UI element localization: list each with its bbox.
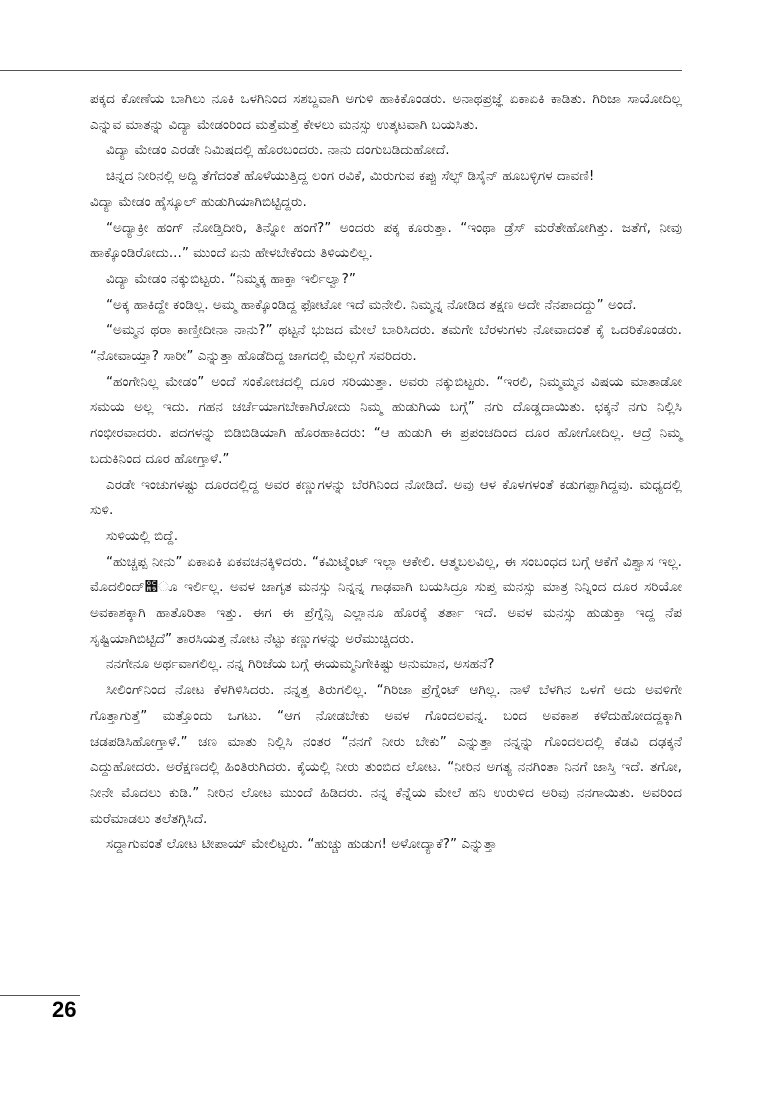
paragraph: ಚಿನ್ನದ ನೀರಿನಲ್ಲಿ ಅದ್ದಿ ತೆಗೆದಂತೆ ಹೊಳೆಯುತ್ತಿದ್ದ ಲಂಗ ರವಿಕೆ, ಮಿರುಗುವ ಕಪ್ಪು ಸೆಲ್ಫ್ ಡಿಸೈನ್ ಹೂಬಳ್ಳಿಗಳ ದಾವಣಿ! <box>106 168 595 185</box>
page-footer <box>0 995 80 1022</box>
paragraph: “ಹುಚ್ಚಪ್ಪ ನೀನು” ಏಕಾಏಕಿ ಏಕವಚನಕ್ಕಿಳಿದರು. “ಕಮಿಟ್ಮೆಂಟ್ ಇಲ್ಲಾ ಆಕೇಲಿ. ಆತ್ಮಬಲವಿಲ್ಲ, ಈ ಸಂಬಂಧದ ಬಗ್ಗೆ ಆಕೆಗೆ ವಿಶ್ವಾಸ ಇಲ್ಲ. ಮೊದಲಿಂದ್಩ೂ ಇರ್ಲಿಲ್ಲ. ಅವಳ ಜಾಗೃತ ಮನಸ್ಸು ನಿನ್ನನ್ನ ಗಾಢವಾಗಿ ಬಯಸಿದ್ರೂ ಸುಪ್ತ ಮನಸ್ಸು ಮಾತ್ರ ನಿನ್ನಿಂದ ದೂರ ಸರಿಯೋ ಅವಕಾಶಕ್ಕಾಗಿ ಹಾತೊರಿತಾ ಇತ್ತು. ಈಗ ಈ ಪ್ರೆಗ್ನೆನ್ಸಿ ಎಲ್ಲಾನೂ ಹೊರಕ್ಕೆ ತರ್ತಾ ಇದೆ. ಅವಳ ಮನಸ್ಸು ಹುಡುಕ್ತಾ ಇದ್ದ ನೆಪ ಸೃಷ್ಟಿಯಾಗಿಬಿಟ್ಟಿದೆ” ತಾರಸಿಯತ್ತ ನೋಟ ನೆಟ್ಟು ಕಣ್ಣುಗಳನ್ನು ಅರೆಮುಚ್ಚಿದರು. <box>90 553 683 647</box>
paragraph: ಸೀಲಿಂಗ್‌ನಿಂದ ನೋಟ ಕೆಳಗಿಳಿಸಿದರು. ನನ್ನತ್ತ ತಿರುಗಲಿಲ್ಲ. “ಗಿರಿಜಾ ಪ್ರೆಗ್ನೆಂಟ್ ಆಗಿಲ್ಲ. ನಾಳೆ ಬೆಳಗಿನ ಒಳಗೆ ಅದು ಅವಳಿಗೇ ಗೊತ್ತಾಗುತ್ತೆ” ಮತ್ತೊಂದು ಒಗಟು. “ಆಗ ನೋಡಬೇಕು ಅವಳ ಗೊಂದಲವನ್ನ. ಬಂದ ಅವಕಾಶ ಕಳೆದುಹೋದದ್ದಕ್ಕಾಗಿ ಚಡಪಡಿಸಿಹೋಗ್ತಾಳೆ.” ಚಣ ಮಾತು ನಿಲ್ಲಿಸಿ ನಂತರ “ನನಗೆ ನೀರು ಬೇಕು” ಎನ್ನುತ್ತಾ ನನ್ನನ್ನು ಗೊಂದಲದಲ್ಲಿ ಕೆಡವಿ ದಢಕ್ಕನೆ ಎದ್ದುಹೋದರು. ಅರೆಕ್ಷಣದಲ್ಲಿ ಹಿಂತಿರುಗಿದರು. ಕೈಯಲ್ಲಿ ನೀರು ತುಂಬಿದ ಲೋಟ. “ನೀರಿನ ಅಗತ್ಯ ನನಗಿಂತಾ ನಿನಗೆ ಜಾಸ್ತಿ ಇದೆ. ತಗೋ, ನೀನೇ ಮೊದಲು ಕುಡಿ.” ನೀರಿನ ಲೋಟ ಮುಂದೆ ಹಿಡಿದರು. ನನ್ನ ಕೆನ್ನೆಯ ಮೇಲೆ ಹನಿ ಉರುಳಿದ ಅರಿವು ನನಗಾಯಿತು. ಅವರಿಂದ ಮರೆಮಾಡಲು ತಲೆತಗ್ಗಿಸಿದೆ. <box>90 682 682 827</box>
paragraph: “ಅದ್ಯಾಕ್ರೀ ಹಂಗ್ ನೋಡ್ತಿದೀರಿ, ತಿನ್ನೋ ಹಂಗೆ?” ಅಂದರು ಪಕ್ಕ ಕೂರುತ್ತಾ. “ಇಂಥಾ ಡ್ರೆಸ್ ಮರೆತೇಹೋಗಿತ್ತು. ಜತೆಗೆ, ನೀವು ಹಾಕ್ಕೊಂಡಿರೋದು...” ಮುಂದೆ ಏನು ಹೇಳಬೇಕೆಂದು ತಿಳಿಯಲಿಲ್ಲ. <box>90 219 682 262</box>
footer-rule <box>0 995 80 996</box>
paragraph: ವಿದ್ಯಾ ಮೇಡಂ ಎರಡೇ ನಿಮಿಷದಲ್ಲಿ ಹೊರಬಂದರು. ನಾನು ದಂಗುಬಡಿದುಹೋದೆ. <box>106 142 450 159</box>
paragraph: ನನಗೇನೂ ಅರ್ಥವಾಗಲಿಲ್ಲ. ನನ್ನ ಗಿರಿಜೆಯ ಬಗ್ಗೆ ಈಯಮ್ಮನಿಗೇಕಿಷ್ಟು ಅನುಮಾನ, ಅಸಹನೆ? <box>106 656 495 673</box>
paragraph: ವಿದ್ಯಾ ಮೇಡಂ ನಕ್ಕುಬಿಟ್ಟರು. “ನಿಮ್ಮಕ್ಕ ಹಾಕ್ತಾ ಇರ್ಲಿಲ್ವಾ?” <box>106 270 356 287</box>
top-rule <box>0 70 682 71</box>
paragraph: “ಅಮ್ಮನ ಥರಾ ಕಾಣ್ತೀದೀನಾ ನಾನು?” ಥಟ್ಟನೆ ಭುಜದ ಮೇಲೆ ಬಾರಿಸಿದರು. ತಮಗೇ ಬೆರಳುಗಳು ನೋವಾದಂತೆ ಕೈ ಒದರಿಕೊಂಡರು. “ನೋವಾಯ್ತಾ? ಸಾರೀ” ಎನ್ನುತ್ತಾ ಹೊಡೆದಿದ್ದ ಜಾಗದಲ್ಲಿ ಮೆಲ್ಲಗೆ ಸವರಿದರು. <box>90 322 682 365</box>
paragraph: ಸುಳಿಯಲ್ಲಿ ಬಿದ್ದೆ. <box>106 527 179 544</box>
page-number: 26 <box>52 997 77 1022</box>
paragraph: ಸದ್ದಾಗುವಂತೆ ಲೋಟ ಟೀಪಾಯ್ ಮೇಲಿಟ್ಟರು. “ಹುಚ್ಚು ಹುಡುಗ! ಅಳೋದ್ಯಾಕೆ?” ಎನ್ನುತ್ತಾ <box>106 836 497 853</box>
paragraph: “ಹಂಗೇನಿಲ್ಲ ಮೇಡಂ” ಅಂದೆ ಸಂಕೋಚದಲ್ಲಿ ದೂರ ಸರಿಯುತ್ತಾ. ಅವರು ನಕ್ಕುಬಿಟ್ಟರು. “ಇರಲಿ, ನಿಮ್ಮಮ್ಮನ ವಿಷಯ ಮಾತಾಡೋ ಸಮಯ ಅಲ್ಲ ಇದು. ಗಹನ ಚರ್ಚೆಯಾಗಬೇಕಾಗಿರೋದು ನಿಮ್ಮ ಹುಡುಗಿಯ ಬಗ್ಗೆ” ನಗು ದೊಡ್ಡದಾಯಿತು. ಛಕ್ಕನೆ ನಗು ನಿಲ್ಲಿಸಿ ಗಂಭೀರವಾದರು. ಪದಗಳನ್ನು ಬಿಡಿಬಿಡಿಯಾಗಿ ಹೊರಹಾಕಿದರು: “ಆ ಹುಡುಗಿ ಈ ಪ್ರಪಂಚದಿಂದ ದೂರ ಹೋಗೋದಿಲ್ಲ. ಆದ್ರೆ ನಿಮ್ಮ ಬದುಕಿನಿಂದ ದೂರ ಹೋಗ್ತಾಳೆ.” <box>90 373 682 467</box>
paragraph: ಎರಡೇ ಇಂಚುಗಳಷ್ಟು ದೂರದಲ್ಲಿದ್ದ ಅವರ ಕಣ್ಣುಗಳನ್ನು ಬೆರಗಿನಿಂದ ನೋಡಿದೆ. ಅವು ಆಳ ಕೊಳಗಳಂತೆ ಕಡುಗಪ್ಪಾಗಿದ್ದವು. ಮಧ್ಯದಲ್ಲಿ ಸುಳಿ. <box>90 476 682 519</box>
body-text <box>90 87 682 858</box>
paragraph: “ಅಕ್ಕ ಹಾಕಿದ್ದೇ ಕಂಡಿಲ್ಲ. ಅಮ್ಮ ಹಾಕ್ಕೊಂಡಿದ್ದ ಫೋಟೋ ಇದೆ ಮನೇಲಿ. ನಿಮ್ಮನ್ನ ನೋಡಿದ ತಕ್ಷಣ ಅದೇ ನೆನಪಾದದ್ದು” ಅಂದೆ. <box>106 296 637 313</box>
paragraph: ಪಕ್ಕದ ಕೋಣೆಯ ಬಾಗಿಲು ನೂಕಿ ಒಳಗಿನಿಂದ ಸಶಬ್ದವಾಗಿ ಅಗುಳಿ ಹಾಕಿಕೊಂಡರು. ಅನಾಥಪ್ರಜ್ಞೆ ಏಕಾಏಕಿ ಕಾಡಿತು. ಗಿರಿಜಾ ಸಾಯೋದಿಲ್ಲ ಎನ್ನುವ ಮಾತನ್ನು ವಿದ್ಯಾ ಮೇಡಂರಿಂದ ಮತ್ತೆಮತ್ತೆ ಕೇಳಲು ಮನಸ್ಸು ಉತ್ಕಟವಾಗಿ ಬಯಸಿತು. <box>90 91 682 133</box>
paragraph: ವಿದ್ಯಾ ಮೇಡಂ ಹೈಸ್ಕೂಲ್ ಹುಡುಗಿಯಾಗಿಬಿಟ್ಟಿದ್ದರು. <box>90 193 307 210</box>
